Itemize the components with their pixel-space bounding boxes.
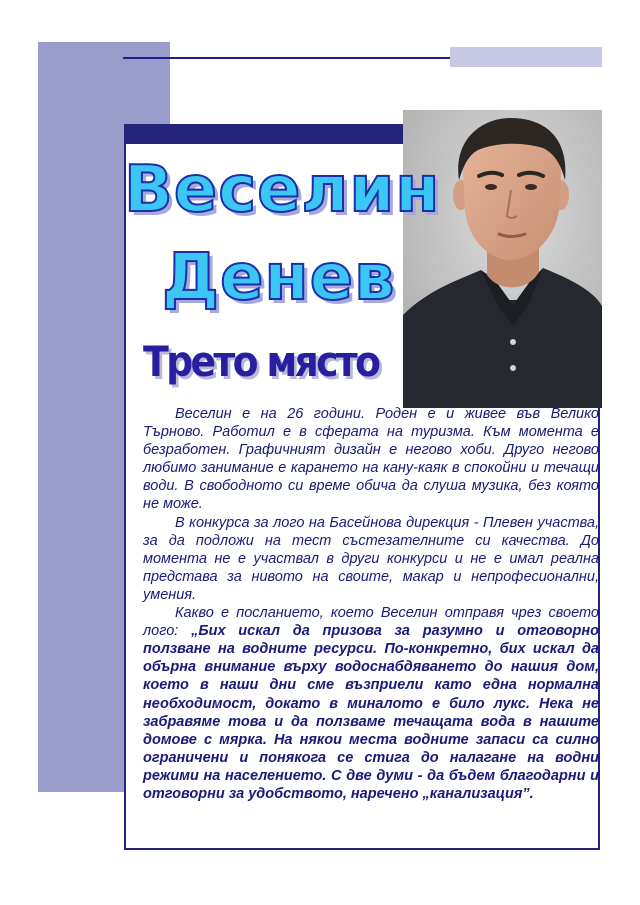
message-intro: Какво е посланието, което Веселин отправя чрез своето лого: xyxy=(143,605,599,640)
name-last-title: Денев xyxy=(162,241,396,315)
paragraph-bio: Веселин е на 26 години. Роден е и живее във Велико Търново. Работил е в сферата на туризма. Към момента е безработен. Графичният дизайн е негово хоби. Друго негово любимо занимание е карането на кану-каяк в спокойни и течащи води. В свободното си време обича да слуша музика, без която не може. xyxy=(143,406,599,513)
name-first-title: Веселин xyxy=(124,153,441,227)
message-quote: „Бих искал да призова за разумно и отговорно ползване на водните ресурси. По-конкретно, бих искал да обърна внимание върху водоснабдяването до нашия дом, което в наши дни сме възприели като една нормална необходимост, докато в миналото е било лукс. Нека не забравяме това и да ползваме течащата вода в нашите домове с мярка. На някои места водните запаси са силно ограничени и понякога се стига до налагане на водни режими на населението. С две думи - да бъдем благодарни и отговорни за удобството, наречено „канализация”. xyxy=(143,623,599,802)
paragraph-message xyxy=(143,604,599,803)
top-decorative-block xyxy=(450,47,602,67)
place-heading: Трето място xyxy=(143,337,379,386)
paragraph-contest: В конкурса за лого на Басейнова дирекция - Плевен участва, за да подложи на тест състезателните си качества. До момента не е участвал в други конкурси и не е имал реална представа за нивото на своите, макар и непрофесионални, умения. xyxy=(143,514,599,603)
article-body xyxy=(143,405,599,803)
